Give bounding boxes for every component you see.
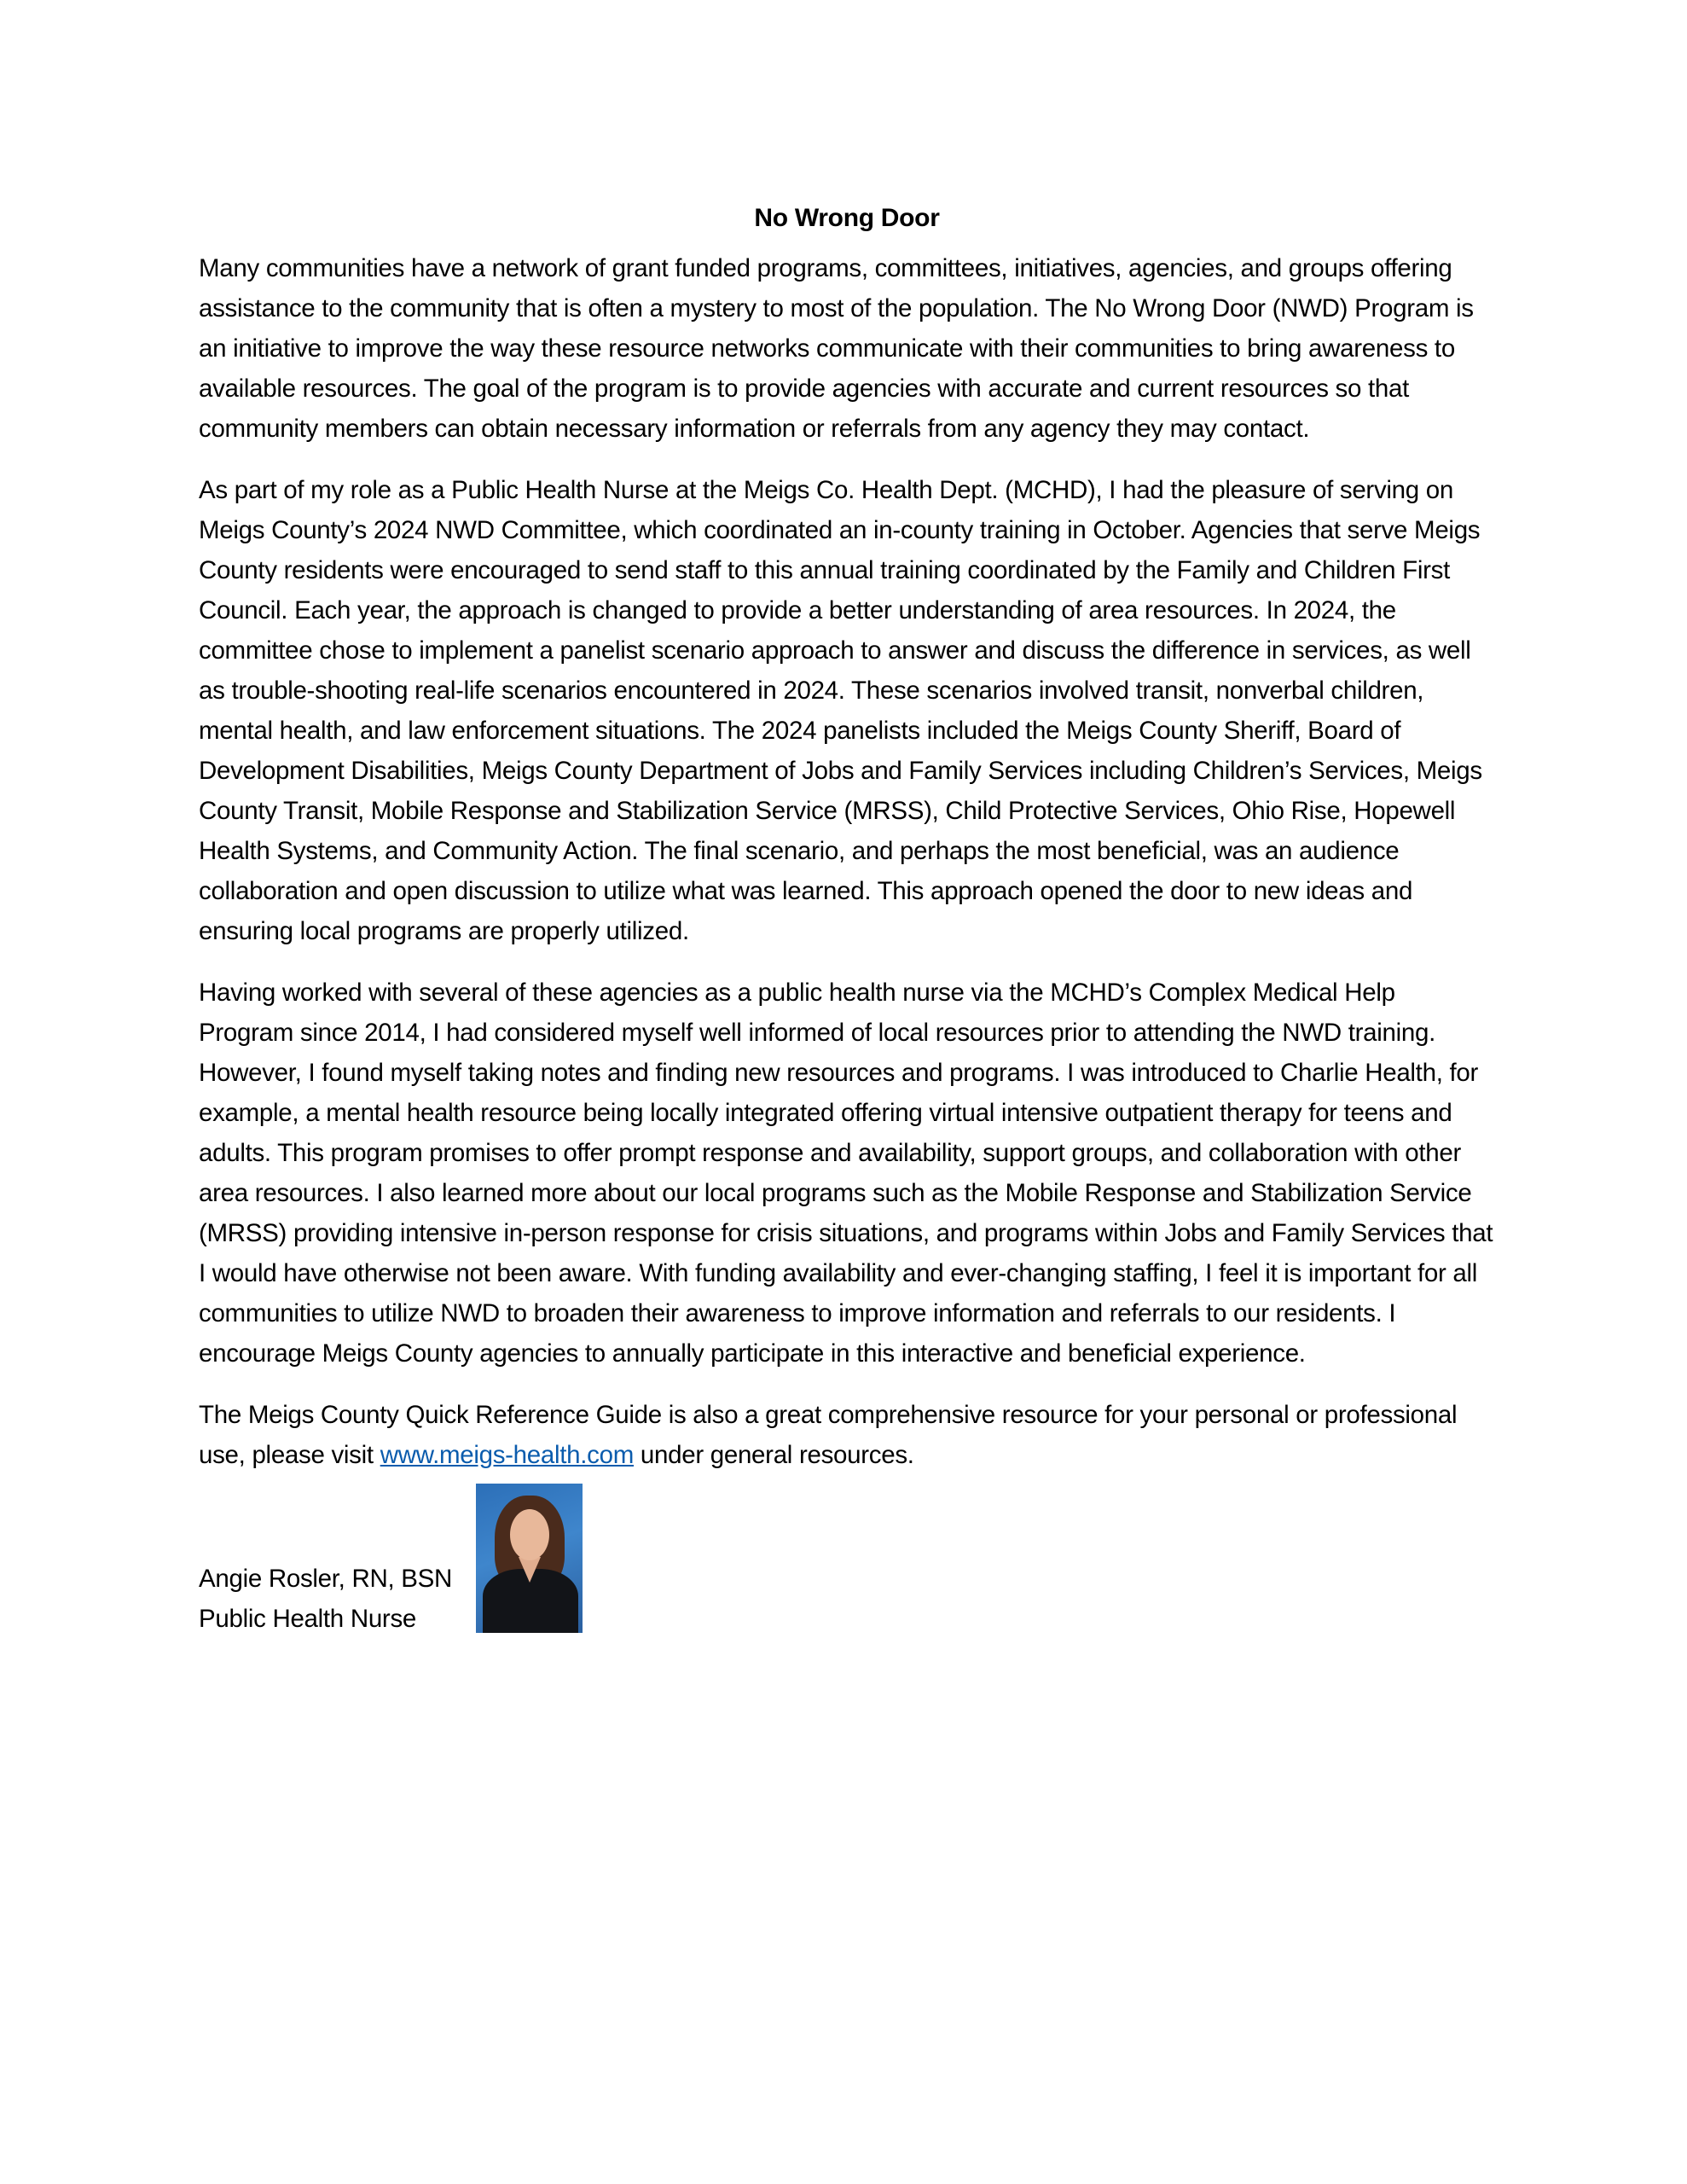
signature-block [199, 1484, 1495, 1637]
paragraph-committee: As part of my role as a Public Health Nurse at the Meigs Co. Health Dept. (MCHD), I had the pleasure of serving on Meigs County’s 2024 NWD Committee, which coordinated an in-county training in October. Agencies that serve Meigs County residents were encouraged to send staff to this annual training coordinated by the Family and Children First Council. Each year, the approach is changed to provide a better understanding of area resources. In 2024, the committee chose to implement a panelist scenario approach to answer and discuss the difference in services, as well as trouble-shooting real-life scenarios encountered in 2024. These scenarios involved transit, nonverbal children, mental health, and law enforcement situations. The 2024 panelists included the Meigs County Sheriff, Board of Development Disabilities, Meigs County Department of Jobs and Family Services including Children’s Services, Meigs County Transit, Mobile Response and Stabilization Service (MRSS), Child Protective Services, Ohio Rise, Hopewell Health Systems, and Community Action. The final scenario, and perhaps the most beneficial, was an audience collaboration and open discussion to utilize what was learned. This approach opened the door to new ideas and ensuring local programs are properly utilized. [199, 476, 1482, 945]
paragraph-closing [199, 1395, 1495, 1475]
photo-face-shape [510, 1509, 549, 1560]
meigs-health-link[interactable]: www.meigs-health.com [380, 1441, 634, 1469]
author-name: Angie Rosler, RN, BSN [199, 1565, 453, 1593]
document-page [199, 198, 1495, 1637]
document-title: No Wrong Door [754, 204, 940, 232]
signature-text [199, 1559, 452, 1639]
author-photo [476, 1484, 583, 1633]
closing-text-before-link: The Meigs County Quick Reference Guide is also a great comprehensive resource for your personal or professional use, please visit [199, 1401, 1458, 1469]
paragraph-intro: Many communities have a network of grant funded programs, committees, initiatives, agencies, and groups offering assistance to the community that is often a mystery to most of the population. The No Wrong Door (NWD) Program is an initiative to improve the way these resource networks communicate with their communities to bring awareness to available resources. The goal of the program is to provide agencies with accurate and current resources so that community members can obtain necessary information or referrals from any agency they may contact. [199, 254, 1474, 443]
author-role: Public Health Nurse [199, 1605, 417, 1633]
closing-text-after-link: under general resources. [634, 1441, 914, 1469]
paragraph-experience: Having worked with several of these agencies as a public health nurse via the MCHD’s Complex Medical Help Program since 2014, I had considered myself well informed of local resources prior to attending the NWD training. However, I found myself taking notes and finding new resources and programs. I was introduced to Charlie Health, for example, a mental health resource being locally integrated offering virtual intensive outpatient therapy for teens and adults. This program promises to offer prompt response and availability, support groups, and collaboration with other area resources. I also learned more about our local programs such as the Mobile Response and Stabilization Service (MRSS) providing intensive in-person response for crisis situations, and programs within Jobs and Family Services that I would have otherwise not been aware. With funding availability and ever-changing staffing, I feel it is important for all communities to utilize NWD to broaden their awareness to improve information and referrals to our residents. I encourage Meigs County agencies to annually participate in this interactive and beneficial experience. [199, 979, 1493, 1368]
